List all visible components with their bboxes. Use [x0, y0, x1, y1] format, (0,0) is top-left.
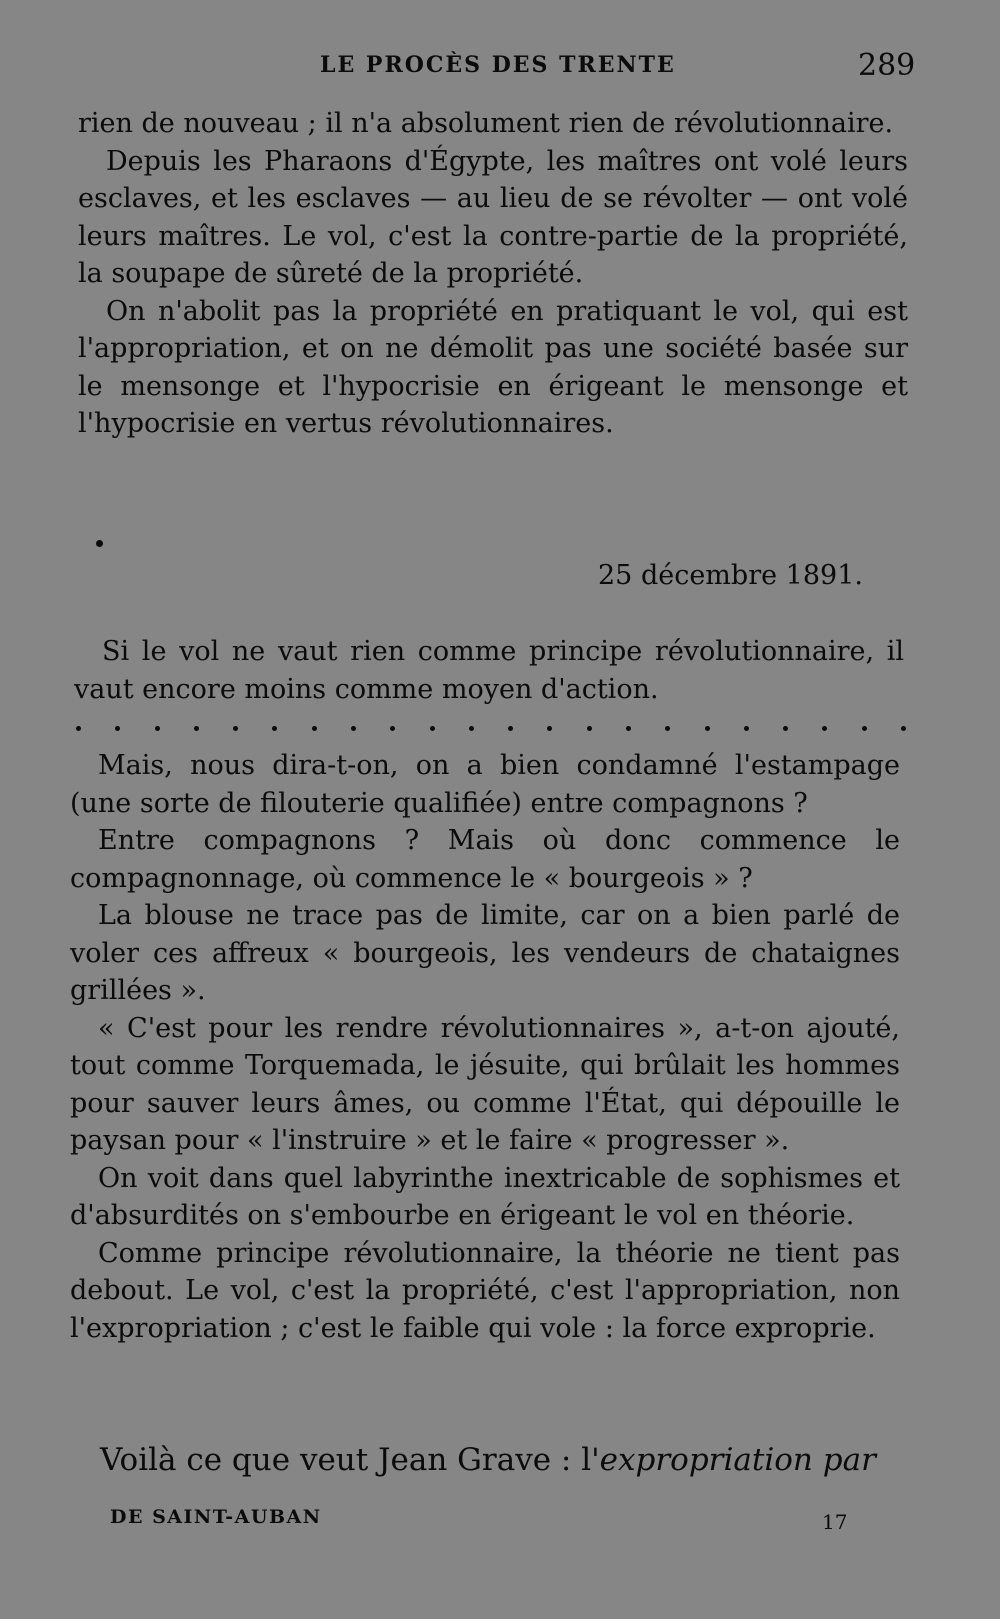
paragraph: On n'abolit pas la propriété en pratiquant le vol, qui est l'appropriation, et on ne démolit pas une société basée sur le mensonge et l'hypocrisie en érigeant le mensonge et l'hypocrisie en vertus révolutionnaires.	[78, 295, 908, 439]
paragraph: Si le vol ne vaut rien comme principe révolutionnaire, il vaut encore moins comme moyen d'action.	[74, 636, 904, 705]
closing-italic: expropriation par	[599, 1442, 876, 1478]
running-title: LE PROCÈS DES TRENTE	[320, 52, 676, 78]
stray-mark	[96, 540, 103, 547]
paragraph: rien de nouveau ; il n'a absolument rien de révolutionnaire.	[78, 108, 894, 139]
closing-line	[100, 1442, 900, 1478]
signature-mark: DE SAINT-AUBAN	[110, 1506, 322, 1528]
paragraph: « C'est pour les rendre révolutionnaires », a-t-on ajouté, tout comme Torquemada, le jésuite, qui brûlait les hommes pour sauver leurs âmes, ou comme l'État, qui dépouille le paysan pour « l'instruire » et le faire « progresser ».	[70, 1012, 900, 1156]
section-3	[70, 747, 900, 1347]
ellipsis-separator	[76, 718, 906, 738]
paragraph: Comme principe révolutionnaire, la théorie ne tient pas debout. Le vol, c'est la propriété, c'est l'appropriation, non l'expropriation ; c'est le faible qui vole : la force exproprie.	[70, 1237, 900, 1344]
section-1	[78, 105, 908, 443]
paragraph: La blouse ne trace pas de limite, car on a bien parlé de voler ces affreux « bourgeois, les vendeurs de chataignes grillées ».	[70, 900, 900, 1006]
date-line: 25 décembre 1891.	[598, 560, 863, 591]
page-number: 289	[858, 48, 916, 83]
signature-number: 17	[822, 1510, 848, 1534]
closing-lead: Voilà ce que veut Jean Grave : l'	[100, 1442, 600, 1478]
paragraph: Entre compagnons ? Mais où donc commence le compagnonnage, où commence le « bourgeois » ?	[70, 825, 900, 894]
paragraph: On voit dans quel labyrinthe inextricable de sophismes et d'absurdités on s'embourbe en érigeant le vol en théorie.	[70, 1162, 900, 1231]
paragraph: Mais, nous dira-t-on, on a bien condamné l'estampage (une sorte de filouterie qualifiée) entre compagnons ?	[70, 750, 900, 819]
paragraph: Depuis les Pharaons d'Égypte, les maîtres ont volé leurs esclaves, et les esclaves — au lieu de se révolter — ont volé leurs maîtres. Le vol, c'est la contre-partie de la propriété, la soupape de sûreté de la propriété.	[78, 145, 908, 289]
section-2	[74, 633, 904, 708]
